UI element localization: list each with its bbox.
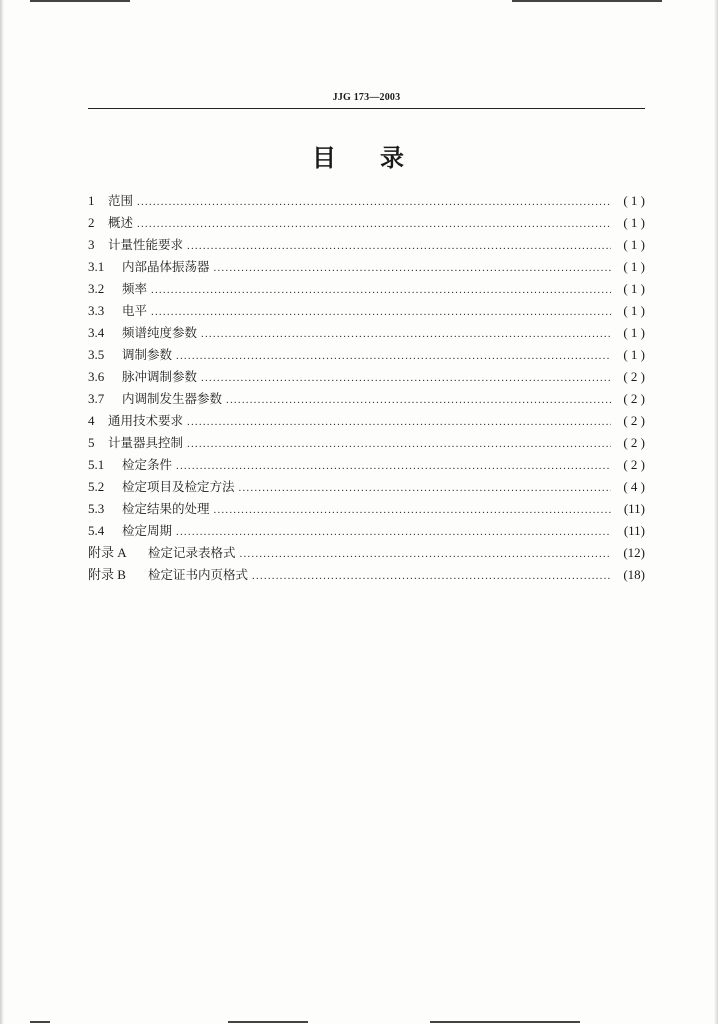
toc-entry-page: ( 2 ) — [623, 391, 645, 406]
toc-entry[interactable] — [88, 278, 645, 300]
page-header-standard-code: JJG 173—2003 — [332, 92, 401, 103]
toc-entry-number: 5.1 — [88, 457, 105, 472]
toc-entry-number: 4 — [88, 413, 95, 428]
toc-leader-dots — [214, 257, 611, 279]
table-of-contents — [88, 190, 645, 586]
toc-leader-dots — [201, 367, 611, 389]
toc-entry-page: ( 4 ) — [623, 479, 645, 494]
toc-entry[interactable] — [88, 454, 645, 476]
scan-mark-top-left — [30, 0, 130, 2]
toc-entry-label: 范围 — [108, 193, 134, 208]
toc-entry[interactable] — [88, 190, 645, 212]
toc-entry-page: ( 2 ) — [623, 369, 645, 384]
toc-entry[interactable] — [88, 542, 645, 564]
toc-entry-page: ( 1 ) — [623, 215, 645, 230]
toc-entry-page: (11) — [623, 523, 645, 538]
toc-entry-page: ( 2 ) — [623, 413, 645, 428]
title-char-1: 目 — [312, 144, 338, 172]
toc-leader-dots — [176, 345, 611, 367]
header-rule — [88, 108, 645, 109]
toc-entry-page: ( 1 ) — [623, 303, 645, 318]
toc-entry-label: 内部晶体振荡器 — [122, 259, 210, 274]
toc-leader-dots — [239, 477, 611, 499]
toc-entry-number: 1 — [88, 193, 95, 208]
toc-leader-dots — [240, 543, 611, 565]
toc-leader-dots — [252, 565, 611, 587]
toc-leader-dots — [187, 411, 611, 433]
toc-entry-page: ( 1 ) — [623, 281, 645, 296]
toc-entry[interactable] — [88, 322, 645, 344]
toc-entry-number: 5.2 — [88, 479, 105, 494]
toc-entry[interactable] — [88, 410, 645, 432]
toc-entry-number: 3 — [88, 237, 95, 252]
page-title — [0, 138, 718, 173]
toc-entry-number: 5.3 — [88, 501, 105, 516]
scan-mark-bottom-right — [430, 1021, 580, 1023]
toc-entry[interactable] — [88, 212, 645, 234]
toc-leader-dots — [176, 521, 611, 543]
toc-entry[interactable] — [88, 476, 645, 498]
toc-entry-page: ( 1 ) — [623, 237, 645, 252]
toc-entry-page: ( 1 ) — [623, 259, 645, 274]
toc-entry-label: 概述 — [108, 215, 134, 230]
toc-entry-label: 频率 — [122, 281, 148, 296]
toc-entry-number: 3.7 — [88, 391, 105, 406]
toc-entry[interactable] — [88, 388, 645, 410]
toc-entry-label: 计量性能要求 — [108, 237, 184, 252]
scan-mark-bottom-left — [30, 1021, 50, 1023]
scan-mark-top-right — [512, 0, 662, 2]
toc-entry-label: 检定条件 — [122, 457, 173, 472]
toc-leader-dots — [151, 301, 611, 323]
toc-entry-number: 附录 B — [88, 567, 126, 582]
toc-leader-dots — [151, 279, 611, 301]
title-char-2: 录 — [380, 144, 406, 172]
toc-entry[interactable] — [88, 256, 645, 278]
toc-entry[interactable] — [88, 564, 645, 586]
toc-entry-label: 检定项目及检定方法 — [122, 479, 235, 494]
toc-entry-number: 附录 A — [88, 545, 127, 560]
toc-entry-number: 3.5 — [88, 347, 105, 362]
toc-entry[interactable] — [88, 498, 645, 520]
toc-leader-dots — [137, 213, 611, 235]
toc-leader-dots — [201, 323, 611, 345]
scan-mark-bottom-mid — [228, 1021, 308, 1023]
toc-entry-page: (18) — [623, 567, 645, 582]
toc-leader-dots — [187, 235, 611, 257]
toc-entry-label: 检定记录表格式 — [148, 545, 236, 560]
toc-entry-number: 3.3 — [88, 303, 105, 318]
toc-entry[interactable] — [88, 432, 645, 454]
toc-entry[interactable] — [88, 300, 645, 322]
toc-leader-dots — [176, 455, 611, 477]
toc-entry-page: ( 1 ) — [623, 325, 645, 340]
toc-entry-label: 检定周期 — [122, 523, 173, 538]
toc-entry[interactable] — [88, 234, 645, 256]
toc-entry-label: 检定结果的处理 — [122, 501, 210, 516]
toc-entry-label: 频谱纯度参数 — [122, 325, 198, 340]
toc-entry-number: 2 — [88, 215, 95, 230]
toc-entry-number: 3.2 — [88, 281, 105, 296]
toc-entry[interactable] — [88, 520, 645, 542]
toc-entry-number: 5.4 — [88, 523, 105, 538]
toc-entry-page: ( 1 ) — [623, 347, 645, 362]
toc-entry-label: 调制参数 — [122, 347, 173, 362]
toc-entry-label: 计量器具控制 — [108, 435, 184, 450]
toc-entry-number: 3.6 — [88, 369, 105, 384]
toc-entry[interactable] — [88, 344, 645, 366]
toc-entry-label: 检定证书内页格式 — [148, 567, 249, 582]
toc-entry[interactable] — [88, 366, 645, 388]
toc-entry-label: 脉冲调制参数 — [122, 369, 198, 384]
toc-entry-number: 3.4 — [88, 325, 105, 340]
toc-entry-page: (11) — [623, 501, 645, 516]
toc-entry-page: (12) — [623, 545, 645, 560]
toc-entry-label: 电平 — [122, 303, 148, 318]
toc-leader-dots — [187, 433, 611, 455]
toc-leader-dots — [137, 191, 611, 213]
toc-entry-label: 通用技术要求 — [108, 413, 184, 428]
toc-entry-page: ( 2 ) — [623, 457, 645, 472]
toc-entry-page: ( 2 ) — [623, 435, 645, 450]
toc-leader-dots — [214, 499, 611, 521]
toc-entry-number: 5 — [88, 435, 95, 450]
toc-entry-number: 3.1 — [88, 259, 105, 274]
toc-entry-label: 内调制发生器参数 — [122, 391, 223, 406]
toc-entry-page: ( 1 ) — [623, 193, 645, 208]
toc-leader-dots — [226, 389, 611, 411]
